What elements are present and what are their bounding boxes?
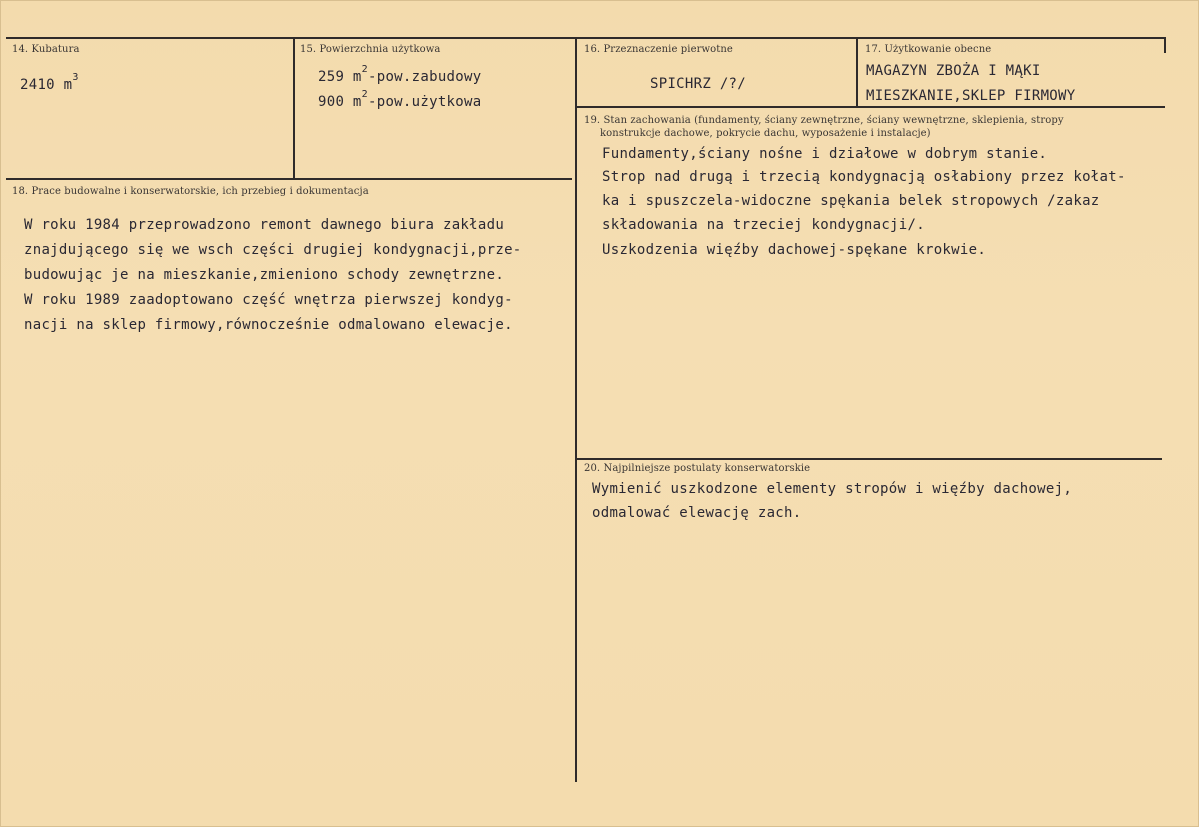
prace-line-5: nacji na sklep firmowy,równocześnie odmalowano elewacje. [24, 317, 513, 333]
rule-under-14-15 [6, 178, 572, 180]
label-prace: 18. Prace budowalne i konserwatorskie, ich przebieg i dokumentacja [12, 186, 369, 197]
stan-line-3: ka i spuszczela-widoczne spękania belek stropowych /zakaz [602, 193, 1100, 209]
label-stan-1: 19. Stan zachowania (fundamenty, ściany zewnętrzne, ściany wewnętrzne, sklepienia, stropy [584, 115, 1064, 126]
stan-line-4: składowania na trzeciej kondygnacji/. [602, 217, 925, 233]
label-uzytkowanie: 17. Użytkowanie obecne [865, 44, 992, 55]
powierzchnia-2-sup: 2 [361, 89, 368, 100]
label-postulaty: 20. Najpilniejsze postulaty konserwatorskie [584, 463, 811, 474]
value-uzytkowanie-1: MAGAZYN ZBOŻA I MĄKI [866, 63, 1041, 79]
rule-above-20 [577, 458, 1162, 460]
powierzchnia-1-num: 259 m [318, 69, 362, 85]
powierzchnia-1-sup: 2 [361, 64, 368, 75]
value-powierzchnia-2 [318, 83, 481, 114]
powierzchnia-1-rest: -pow.zabudowy [367, 69, 482, 85]
stan-line-1: Fundamenty,ściany nośne i działowe w dobrym stanie. [602, 146, 1048, 162]
main-vertical-divider [575, 37, 577, 782]
label-kubatura: 14. Kubatura [12, 44, 80, 55]
stan-line-5: Uszkodzenia więźby dachowej-spękane krokwie. [602, 242, 987, 258]
right-edge-stub [1164, 37, 1166, 53]
postulaty-line-2: odmalować elewację zach. [592, 505, 802, 521]
value-kubatura [20, 66, 79, 97]
divider-14-15 [293, 37, 295, 178]
prace-line-1: W roku 1984 przeprowadzono remont dawnego biura zakładu [24, 217, 505, 233]
value-przeznaczenie: SPICHRZ /?/ [650, 76, 747, 92]
prace-line-3: budowując je na mieszkanie,zmieniono schody zewnętrzne. [24, 267, 505, 283]
prace-line-2: znajdującego się we wsch części drugiej kondygnacji,prze- [24, 242, 522, 258]
label-przeznaczenie: 16. Przeznaczenie pierwotne [584, 44, 733, 55]
stan-line-2: Strop nad drugą i trzecią kondygnacją osłabiony przez kołat- [602, 169, 1126, 185]
divider-16-17 [856, 37, 858, 107]
postulaty-line-1: Wymienić uszkodzone elementy stropów i więźby dachowej, [592, 481, 1073, 497]
powierzchnia-2-rest: -pow.użytkowa [367, 94, 482, 110]
top-rule [6, 37, 1165, 39]
value-kubatura-number: 2410 m [20, 77, 73, 93]
prace-line-4: W roku 1989 zaadoptowano część wnętrza pierwszej kondyg- [24, 292, 513, 308]
value-uzytkowanie-2: MIESZKANIE,SKLEP FIRMOWY [866, 88, 1076, 104]
label-powierzchnia: 15. Powierzchnia użytkowa [300, 44, 441, 55]
rule-under-16 [577, 106, 857, 108]
label-stan-2: konstrukcje dachowe, pokrycie dachu, wyposażenie i instalacje) [600, 128, 931, 139]
powierzchnia-2-num: 900 m [318, 94, 362, 110]
value-kubatura-sup: 3 [72, 72, 79, 83]
